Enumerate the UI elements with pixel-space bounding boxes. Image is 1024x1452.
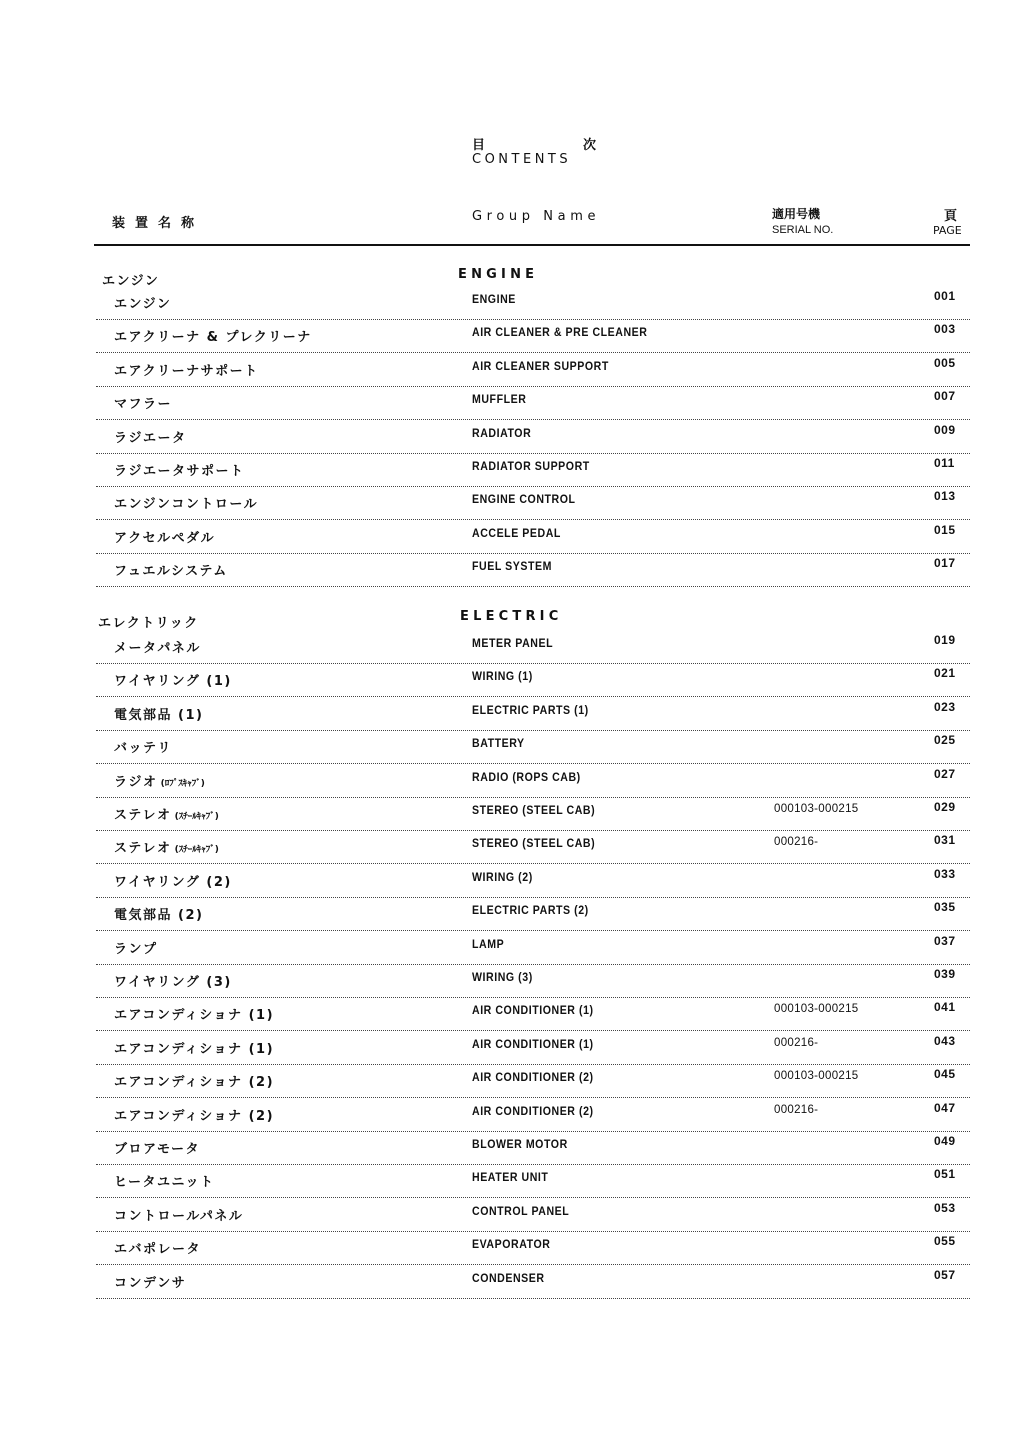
section-title-jp: エレクトリック (98, 616, 199, 631)
toc-row[interactable] (96, 998, 970, 1031)
item-name-jp: エアコンディショナ (1) (114, 1008, 275, 1024)
toc-row[interactable] (96, 287, 970, 320)
item-name-jp: エアクリーナサポート (114, 363, 259, 379)
toc-row[interactable] (96, 320, 970, 353)
column-header-group-name: Group Name (472, 209, 601, 224)
row-dotted-divider (96, 586, 970, 587)
item-name-jp: エンジン (114, 297, 172, 312)
item-page-number: 009 (934, 422, 956, 437)
toc-row[interactable] (96, 1099, 970, 1132)
item-page-number: 033 (934, 866, 956, 881)
item-group-name: CONDENSER (472, 1272, 545, 1285)
toc-row[interactable] (96, 798, 970, 831)
item-group-name: WIRING (2) (472, 871, 533, 884)
item-name-jp: エアコンディショナ (1) (114, 1041, 275, 1057)
item-page-number: 041 (934, 1000, 956, 1015)
toc-row[interactable] (96, 1065, 970, 1098)
toc-row[interactable] (96, 487, 970, 520)
item-name-jp: ヒータユニット (114, 1175, 215, 1191)
item-group-name: AIR CONDITIONER (2) (472, 1072, 594, 1085)
toc-row[interactable] (96, 387, 970, 420)
item-group-name: AIR CLEANER SUPPORT (472, 360, 609, 373)
toc-row[interactable] (96, 554, 970, 587)
toc-row[interactable] (96, 1032, 970, 1065)
item-group-name: BLOWER MOTOR (472, 1139, 568, 1151)
title-english: CONTENTS (472, 152, 572, 167)
section-title-en: ENGINE (458, 267, 539, 282)
item-name-jp: エアクリーナ & プレクリーナ (114, 330, 312, 346)
toc-row[interactable] (96, 698, 970, 731)
item-name-jp: ラジオ (ﾛﾌﾟｽｷｬﾌﾞ) (114, 774, 205, 790)
item-name-jp: ワイヤリング (3) (114, 975, 232, 990)
item-page-number: 025 (934, 733, 956, 748)
item-group-name: ENGINE (472, 294, 516, 306)
item-group-name: WIRING (3) (472, 972, 533, 984)
item-page-number: 055 (934, 1234, 956, 1249)
item-serial-no: 000103-000215 (774, 803, 859, 815)
item-page-number: 007 (934, 389, 956, 404)
item-page-number: 035 (934, 900, 956, 915)
item-group-name: EVAPORATOR (472, 1239, 551, 1252)
toc-row[interactable] (96, 421, 970, 454)
item-page-number: 053 (934, 1200, 956, 1215)
item-name-jp-note: (ｽﾁｰﾙｷｬﾌﾞ) (171, 845, 219, 856)
item-page-number: 013 (934, 489, 956, 504)
item-name-jp: 電気部品 (1) (114, 707, 204, 723)
item-group-name: HEATER UNIT (472, 1172, 549, 1185)
item-group-name: ENGINE CONTROL (472, 494, 576, 507)
item-page-number: 005 (934, 355, 956, 370)
column-header-name-jp: 装置名称 (112, 216, 205, 231)
item-name-jp: エアコンディショナ (2) (114, 1075, 275, 1091)
item-name-jp: バッテリ (114, 741, 173, 757)
item-group-name: STEREO (STEEL CAB) (472, 838, 596, 851)
column-header-serial-jp: 適用号機 (772, 207, 821, 221)
item-name-jp: ステレオ (ｽﾁｰﾙｷｬﾌﾞ) (114, 808, 219, 823)
item-name-jp: ラジエータサポート (114, 464, 245, 479)
item-group-name: AIR CONDITIONER (2) (472, 1105, 594, 1118)
section-title-en: ELECTRIC (460, 609, 563, 624)
item-group-name: ACCELE PEDAL (472, 527, 561, 540)
item-name-jp: エンジンコントロール (114, 497, 259, 513)
item-group-name: RADIO (ROPS CAB) (472, 771, 581, 784)
item-group-name: AIR CLEANER & PRE CLEANER (472, 327, 648, 340)
title-japanese (472, 134, 596, 153)
title-jp-right: 次 (582, 138, 596, 153)
item-name-jp: ワイヤリング (2) (114, 874, 232, 890)
toc-row[interactable] (96, 898, 970, 931)
item-name-jp: ブロアモータ (114, 1142, 200, 1157)
item-page-number: 047 (934, 1100, 956, 1115)
item-group-name: LAMP (472, 938, 505, 951)
item-group-name: AIR CONDITIONER (1) (472, 1038, 594, 1051)
item-page-number: 057 (934, 1267, 956, 1282)
item-page-number: 023 (934, 699, 956, 714)
item-name-jp: フュエルシステム (114, 564, 228, 580)
item-name-jp-note: (ｽﾁｰﾙｷｬﾌﾞ) (171, 812, 219, 822)
item-page-number: 021 (934, 666, 956, 681)
item-group-name: AIR CONDITIONER (1) (472, 1005, 594, 1018)
item-group-name: ELECTRIC PARTS (1) (472, 704, 589, 717)
item-group-name: RADIATOR (472, 427, 532, 440)
item-name-jp: ワイヤリング (1) (114, 674, 232, 690)
item-name-jp: エアコンディショナ (2) (114, 1108, 275, 1124)
item-group-name: METER PANEL (472, 638, 554, 650)
item-name-jp: 電気部品 (2) (114, 908, 204, 924)
item-group-name: FUEL SYSTEM (472, 561, 552, 574)
toc-row[interactable] (96, 664, 970, 697)
row-dotted-divider (96, 1298, 970, 1299)
item-serial-no: 000216- (774, 1103, 819, 1116)
item-name-jp: アクセルペダル (114, 530, 216, 546)
toc-row[interactable] (96, 631, 970, 664)
item-group-name: RADIATOR SUPPORT (472, 461, 590, 473)
toc-row[interactable] (96, 521, 970, 554)
toc-row[interactable] (96, 831, 970, 864)
item-name-jp: コントロールパネル (114, 1208, 244, 1224)
item-name-jp: コンデンサ (114, 1275, 187, 1291)
item-name-jp: ラジエータ (114, 430, 187, 446)
item-page-number: 039 (934, 967, 956, 981)
item-page-number: 049 (934, 1134, 956, 1148)
column-header-serial-en: SERIAL NO. (772, 224, 834, 236)
item-page-number: 029 (934, 800, 956, 814)
toc-row[interactable] (96, 454, 970, 487)
header-divider (94, 244, 970, 246)
item-page-number: 001 (934, 289, 956, 303)
item-serial-no: 000103-000215 (774, 1070, 859, 1083)
title-jp-left: 目 (472, 138, 486, 153)
item-name-jp: マフラー (114, 397, 173, 413)
item-name-jp-note: (ﾛﾌﾟｽｷｬﾌﾞ) (157, 778, 205, 789)
item-name-jp: ランプ (114, 941, 158, 957)
item-page-number: 015 (934, 522, 956, 537)
column-header-page-en: PAGE (933, 224, 962, 237)
item-group-name: WIRING (1) (472, 671, 533, 684)
item-page-number: 017 (934, 556, 956, 571)
item-group-name: BATTERY (472, 738, 525, 751)
item-group-name: ELECTRIC PARTS (2) (472, 905, 589, 918)
toc-row[interactable] (96, 1165, 970, 1198)
toc-row[interactable] (96, 731, 970, 764)
item-page-number: 003 (934, 322, 956, 337)
item-page-number: 043 (934, 1033, 956, 1048)
item-page-number: 045 (934, 1067, 956, 1082)
item-page-number: 051 (934, 1167, 956, 1182)
section-title-jp: エンジン (102, 274, 160, 289)
item-page-number: 031 (934, 833, 956, 848)
item-page-number: 019 (934, 633, 956, 647)
toc-row[interactable] (96, 765, 970, 798)
item-page-number: 011 (934, 456, 955, 470)
toc-row[interactable] (96, 965, 970, 998)
item-name-jp: メータパネル (114, 641, 201, 656)
item-serial-no: 000103-000215 (774, 1003, 859, 1016)
item-group-name: CONTROL PANEL (472, 1205, 570, 1218)
item-name-jp: エバポレータ (114, 1242, 202, 1258)
toc-row[interactable] (96, 1266, 970, 1299)
item-serial-no: 000216- (774, 836, 819, 849)
item-serial-no: 000216- (774, 1036, 819, 1049)
item-name-jp: ステレオ (ｽﾁｰﾙｷｬﾌﾞ) (114, 841, 219, 857)
toc-row[interactable] (96, 1199, 970, 1232)
toc-row[interactable] (96, 1232, 970, 1265)
item-page-number: 027 (934, 766, 956, 781)
column-header-page-jp: 頁 (944, 209, 958, 224)
toc-row[interactable] (96, 354, 970, 387)
item-group-name: STEREO (STEEL CAB) (472, 805, 596, 817)
toc-row[interactable] (96, 1132, 970, 1165)
item-page-number: 037 (934, 933, 956, 948)
toc-row[interactable] (96, 932, 970, 965)
item-group-name: MUFFLER (472, 394, 527, 407)
toc-row[interactable] (96, 865, 970, 898)
